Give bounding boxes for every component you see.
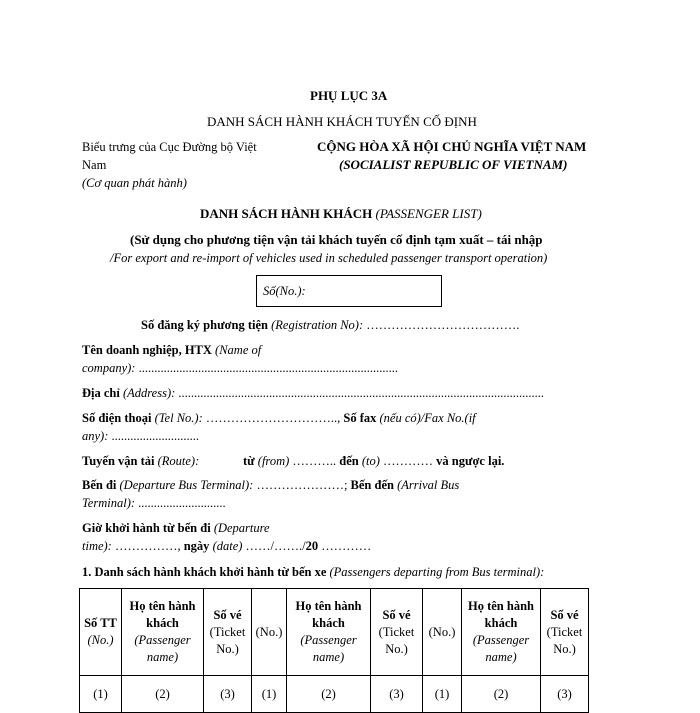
header-no: (No.) <box>423 589 462 676</box>
appendix-label: PHỤ LỤC 3A <box>310 88 388 103</box>
usage-note-vn: (Sử dụng cho phương tiện vận tải khách tuyến cố định tạm xuất – tái nhập <box>130 232 543 247</box>
departure-time-field[interactable]: time): ……………, ngày (date) ……/……./20 ………… <box>82 539 372 553</box>
list-title-vn: DANH SÁCH HÀNH KHÁCH <box>200 206 373 221</box>
index-cell: (1) <box>252 676 287 713</box>
registration-field[interactable]: Số đăng ký phương tiện (Registration No): ………………………………. <box>141 318 520 332</box>
tel-fax-field[interactable]: Số điện thoại (Tel No.): ………………………….., Số fax (nếu có)/Fax No.(if <box>82 411 476 425</box>
index-cell: (1) <box>423 676 462 713</box>
enterprise-name-field[interactable]: Tên doanh nghiệp, HTX (Name of <box>82 343 262 357</box>
section-1-heading: 1. Danh sách hành khách khởi hành từ bến xe (Passengers departing from Bus terminal): <box>82 565 545 579</box>
header-ticket-no: Số vé (Ticket No.) <box>541 589 589 676</box>
arrival-terminal-field-line2[interactable]: Terminal): ............................ <box>82 496 226 510</box>
index-cell: (3) <box>541 676 589 713</box>
logo-caption-line1: Biểu trưng của Cục Đường bộ Việt <box>82 140 257 154</box>
country-name-en: (SOCIALIST REPUBLIC OF VIETNAM) <box>339 157 568 172</box>
header-passenger-name: Họ tên hành khách (Passenger name) <box>122 589 204 676</box>
address-field[interactable]: Địa chỉ (Address): ..................................................................................................................... <box>82 386 545 400</box>
index-cell: (3) <box>204 676 252 713</box>
index-cell: (1) <box>80 676 122 713</box>
passenger-table <box>79 588 589 713</box>
header-stt: Số TT (No.) <box>80 589 122 676</box>
table-index-row <box>80 676 589 713</box>
header-no: (No.) <box>252 589 287 676</box>
index-cell: (2) <box>287 676 371 713</box>
header-ticket-no: Số vé (Ticket No.) <box>204 589 252 676</box>
number-box[interactable] <box>256 275 442 307</box>
list-title <box>200 206 482 222</box>
usage-note-en: /For export and re-import of vehicles used in scheduled passenger transport operation) <box>110 251 548 265</box>
number-label: Số(No.): <box>263 284 306 298</box>
country-name-vn: CỘNG HÒA XÃ HỘI CHỦ NGHĨA VIỆT NAM <box>317 139 587 154</box>
header-ticket-no: Số vé (Ticket No.) <box>371 589 423 676</box>
terminals-field[interactable]: Bến đi (Departure Bus Terminal): …………………; Bến đến (Arrival Bus <box>82 478 460 492</box>
list-title-en: (PASSENGER LIST) <box>372 206 482 221</box>
fax-field-line2[interactable]: any): ............................ <box>82 429 199 443</box>
index-cell: (2) <box>462 676 541 713</box>
issuer-label: (Cơ quan phát hành) <box>82 176 187 190</box>
header-passenger-name: Họ tên hành khách (Passenger name) <box>462 589 541 676</box>
document-title: DANH SÁCH HÀNH KHÁCH TUYẾN CỐ ĐỊNH <box>207 114 477 129</box>
logo-caption-line2: Nam <box>82 158 107 172</box>
route-field[interactable]: từ (from) ……….. đến (to) ………… và ngược lại. <box>243 454 505 468</box>
index-cell: (2) <box>122 676 204 713</box>
header-passenger-name: Họ tên hành khách (Passenger name) <box>287 589 371 676</box>
departure-time-label: Giờ khởi hành từ bến đi (Departure <box>82 521 270 535</box>
route-label: Tuyến vận tải (Route): <box>82 454 200 468</box>
enterprise-name-field-line2[interactable]: company): ................................................................................... <box>82 361 398 375</box>
index-cell: (3) <box>371 676 423 713</box>
table-header-row <box>80 589 589 676</box>
